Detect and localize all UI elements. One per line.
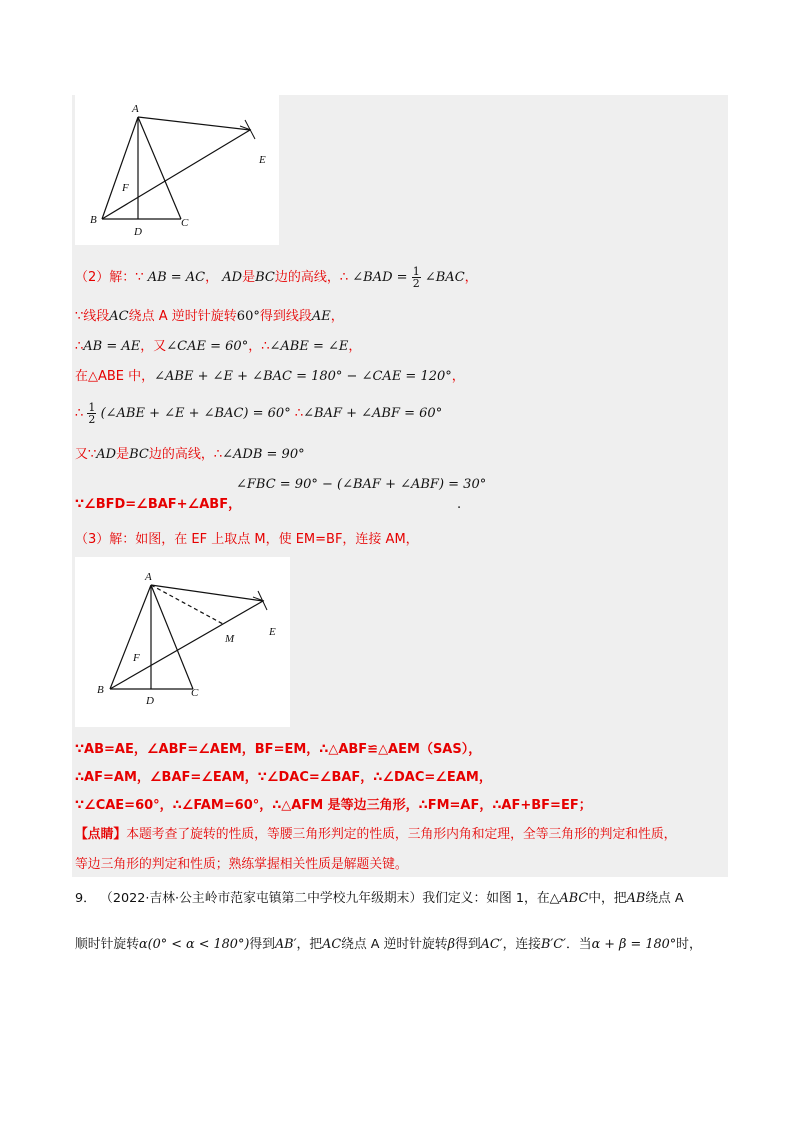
- math: AC: [322, 937, 342, 952]
- figure-2-diagram: [75, 557, 290, 727]
- math: △ABC: [549, 891, 589, 906]
- text: （2）解：∵: [75, 270, 144, 285]
- math: ∠BAD =: [352, 270, 408, 285]
- comment-line-1: [75, 826, 676, 844]
- part2-line-5: [75, 402, 442, 425]
- text: ，连接: [502, 937, 541, 952]
- fraction-half: [412, 266, 421, 289]
- text: ，: [205, 270, 219, 285]
- problem9-line-1: [75, 890, 684, 908]
- math: AB = AC: [147, 270, 206, 285]
- math: ∠ABE = ∠E: [269, 339, 349, 354]
- text: 又∵: [75, 447, 97, 462]
- text: 是: [116, 447, 130, 462]
- text: 绕点 A 逆时针旋转: [128, 309, 237, 324]
- text: ．当: [565, 937, 592, 952]
- text: 时，: [676, 937, 702, 952]
- figure-2: [75, 557, 290, 727]
- text: 边的高线，∴: [274, 270, 349, 285]
- fig2-label-b: B: [97, 684, 104, 696]
- math: ∠ABE + ∠E + ∠BAC = 180° − ∠CAE = 120°: [154, 369, 452, 384]
- text: ，∴: [248, 339, 270, 354]
- text: 得到: [455, 937, 481, 952]
- math: α + β = 180°: [591, 937, 677, 952]
- comment-line-2: [75, 856, 408, 874]
- math: AC′: [480, 937, 503, 952]
- fig2-label-d: D: [146, 695, 154, 707]
- text: ∴: [75, 339, 84, 354]
- fig2-label-c: C: [191, 687, 199, 699]
- text: ∵AB=AE，∠ABF=∠AEM，BF=EM，∴△ABF≌△AEM（SAS），: [75, 742, 482, 757]
- fig1-label-c: C: [181, 217, 189, 229]
- fig1-label-a: A: [132, 103, 139, 115]
- math: ∠CAE = 60°: [166, 339, 249, 354]
- math: 60°: [236, 309, 260, 324]
- part3-line-3: [75, 797, 592, 815]
- text: 边的高线，∴: [148, 447, 223, 462]
- fig2-label-e: E: [269, 626, 276, 638]
- math: ∠ADB = 90°: [222, 447, 305, 462]
- frac-den: 2: [88, 413, 96, 426]
- part2-line-3: [75, 338, 361, 356]
- part2-line-8: [75, 496, 241, 514]
- comment-tag: 【点睛】: [75, 827, 127, 842]
- text: （3）解：如图，在 EF 上取点 M，使 EM=BF，连接 AM，: [75, 532, 419, 547]
- text: ∵∠CAE=60°，∴∠FAM=60°，∴△AFM 是等边三角形，∴FM=AF，∴AF+BF=EF；: [75, 798, 592, 813]
- fig1-label-d: D: [134, 226, 142, 238]
- math: AC: [109, 309, 129, 324]
- math: BC: [255, 270, 275, 285]
- text: ，: [464, 270, 478, 285]
- text: 得到线段: [259, 309, 312, 324]
- text: ，把: [296, 937, 323, 952]
- problem9-line-2: [75, 936, 702, 954]
- math: AB′: [274, 937, 297, 952]
- math: AE: [311, 309, 331, 324]
- text: ∵线段: [75, 309, 110, 324]
- fig1-label-e: E: [259, 154, 266, 166]
- text: ，: [348, 339, 362, 354]
- part2-line-6: [75, 446, 305, 464]
- math: AD: [222, 270, 243, 285]
- text: 在△ABE 中，: [75, 369, 155, 384]
- part2-line-4: [75, 368, 465, 386]
- frac-den: 2: [412, 277, 420, 290]
- math: β: [447, 937, 456, 952]
- math: B′C′: [540, 937, 566, 952]
- math: ∠BAF + ∠ABF = 60°: [303, 406, 443, 421]
- fraction-half: [87, 402, 96, 425]
- math: AD: [96, 447, 117, 462]
- text: ，: [330, 309, 344, 324]
- math: α(0° < α < 180°): [138, 937, 250, 952]
- part2-line-7: [236, 476, 486, 494]
- text: ，: [451, 369, 465, 384]
- text: ∴: [294, 406, 304, 421]
- text: 顺时针旋转: [75, 937, 139, 952]
- figure-1: [75, 95, 279, 245]
- text: 是: [242, 270, 256, 285]
- text: ∴: [75, 406, 84, 421]
- text: 等边三角形的判定和性质；熟练掌握相关性质是解题关键。: [75, 857, 408, 872]
- part2-line-2: [75, 308, 344, 326]
- frac-num: 1: [412, 265, 420, 278]
- part2-line-1: [75, 266, 478, 289]
- fig2-label-m: M: [225, 633, 235, 645]
- text: .: [457, 497, 462, 512]
- math: AB = AE: [83, 339, 141, 354]
- text: 绕点 A: [645, 891, 684, 906]
- problem-source: （2022·吉林·公主岭市范家屯镇第二中学校九年级期末）: [100, 891, 423, 906]
- figure-1-diagram: [75, 95, 279, 245]
- fig2-label-a: A: [145, 571, 152, 583]
- fig2-label-f: F: [133, 652, 140, 664]
- text: 中，把: [588, 891, 627, 906]
- frac-num: 1: [88, 401, 96, 414]
- part3-line-2: [75, 769, 492, 787]
- text: ∴AF=AM，∠BAF=∠EAM，∵∠DAC=∠BAF，∴∠DAC=∠EAM，: [75, 770, 492, 785]
- math: (∠ABE + ∠E + ∠BAC) = 60°: [100, 406, 291, 421]
- text: 绕点 A 逆时针旋转: [341, 937, 448, 952]
- part3-line-1: [75, 741, 481, 759]
- math: BC: [129, 447, 149, 462]
- math: AB: [626, 891, 646, 906]
- fig1-label-b: B: [90, 214, 97, 226]
- part2-line-8-dot: [457, 496, 461, 514]
- text: 我们定义：如图 1，在: [422, 891, 550, 906]
- math: ∠BAC: [424, 270, 465, 285]
- text: 得到: [249, 937, 275, 952]
- fig1-label-f: F: [122, 182, 129, 194]
- text: ，又: [140, 339, 167, 354]
- text: ∵∠BFD=∠BAF+∠ABF，: [75, 497, 242, 512]
- problem-number: 9．: [75, 891, 96, 906]
- part3-intro: [75, 531, 419, 549]
- math: ∠FBC = 90° − (∠BAF + ∠ABF) = 30°: [236, 477, 487, 492]
- text: 本题考查了旋转的性质，等腰三角形判定的性质，三角形内角和定理，全等三角形的判定和性质，: [126, 827, 677, 842]
